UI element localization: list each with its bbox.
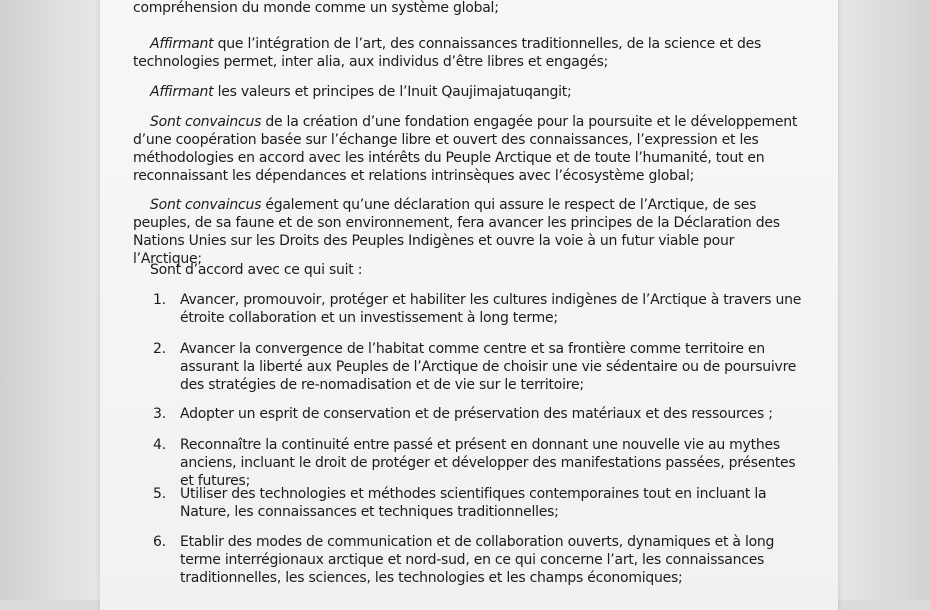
paragraph-affirmant-1 bbox=[133, 35, 798, 71]
italic-lead: Sont convaincus bbox=[150, 197, 262, 213]
paragraph-convaincus-1 bbox=[133, 113, 798, 185]
paragraph-body: de la création d’une fondation engagée pour la poursuite et le développement d’une coopération basée sur l’échange libre et ouvert des connaissances, l’expression et les méthodologies en accord avec les intérêts du Peuple Arctique et de toute l’humanité, tout en reconnaissant les dépendances et relations intrinsèques avec l’écosystème global; bbox=[133, 114, 798, 184]
list-item-text: Avancer la convergence de l’habitat comme centre et sa frontière comme territoire en assurant la liberté aux Peuples de l’Arctique de choisir une vie sédentaire ou de poursuivre des stratégies de re-nomadisation et de vie sur le territoire; bbox=[180, 341, 797, 393]
list-item-text: Reconnaître la continuité entre passé et présent en donnant une nouvelle vie au mythes anciens, incluant le droit de protéger et développer des manifestations passées, présentes et futures; bbox=[180, 437, 796, 489]
paragraph-body: les valeurs et principes de l’Inuit Qaujimajatuqangit; bbox=[213, 84, 572, 100]
list-item-number: 5. bbox=[153, 486, 166, 502]
paragraph-affirmant-2 bbox=[133, 83, 798, 101]
list-item-number: 6. bbox=[153, 534, 166, 550]
italic-lead: Affirmant bbox=[150, 84, 214, 100]
list-item-text: Avancer, promouvoir, protéger et habiliter les cultures indigènes de l’Arctique à travers une étroite collaboration et un investissement à long terme; bbox=[180, 292, 802, 326]
paragraph-body: que l’intégration de l’art, des connaissances traditionnelles, de la science et des technologies permet, inter alia, aux individus d’être libres et engagés; bbox=[133, 36, 762, 70]
list-item-text: Adopter un esprit de conservation et de préservation des matériaux et des ressources ; bbox=[180, 406, 773, 422]
list-item-text: Utiliser des technologies et méthodes scientifiques contemporaines tout en incluant la Nature, les connaissances et techniques traditionnelles; bbox=[180, 486, 767, 520]
paragraph-accord: Sont d’accord avec ce qui suit : bbox=[150, 262, 363, 278]
list-item-number: 2. bbox=[153, 341, 166, 357]
list-item-number: 4. bbox=[153, 437, 166, 453]
list-item-number: 3. bbox=[153, 406, 166, 422]
list-item-number: 1. bbox=[153, 292, 166, 308]
paragraph-continuation: compréhension du monde comme un système global; bbox=[133, 0, 499, 16]
paragraph-body: également qu’une déclaration qui assure le respect de l’Arctique, de ses peuples, de sa faune et de son environnement, fera avancer les principes de la Déclaration des Nations Unies sur les Droits des Peuples Indigènes et ouvre la voie à un futur viable pour l’Arctique; bbox=[133, 197, 780, 267]
paragraph-convaincus-2 bbox=[133, 196, 798, 268]
italic-lead: Affirmant bbox=[150, 36, 214, 52]
list-item-text: Etablir des modes de communication et de collaboration ouverts, dynamiques et à long terme interrégionaux arctique et nord-sud, en ce qui concerne l’art, les connaissances traditionnelles, les sciences, les technologies et les champs économiques; bbox=[180, 534, 775, 586]
italic-lead: Sont convaincus bbox=[150, 114, 262, 130]
